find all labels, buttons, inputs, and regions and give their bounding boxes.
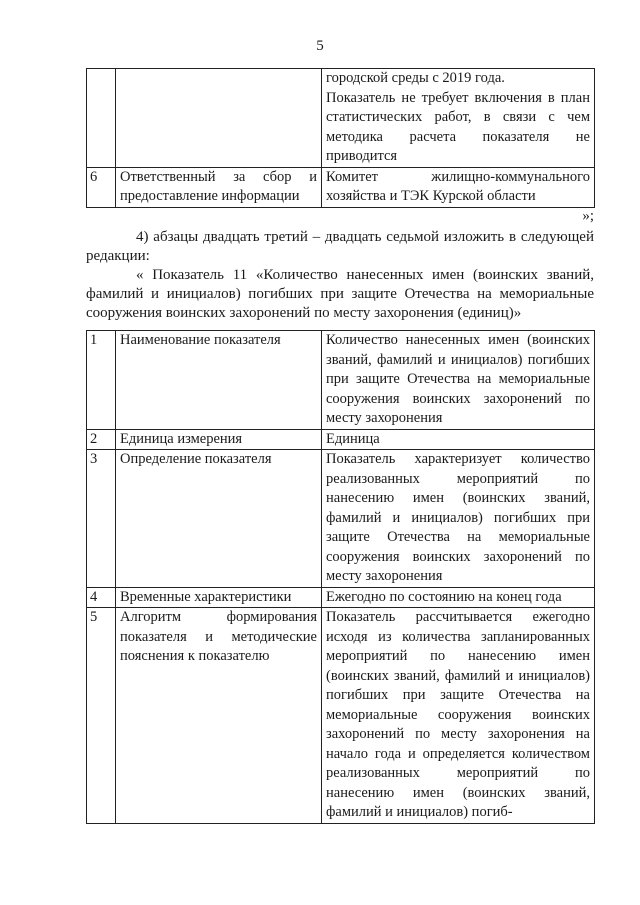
row-value: городской среды с 2019 года. Показатель не требует включения в план статистических работ, в связи с чем методика расчета показателя не приводится: [322, 69, 595, 168]
row-number: 6: [87, 167, 116, 207]
row-label: Единица измерения: [116, 429, 322, 450]
row-label: Наименование показателя: [116, 331, 322, 430]
row-value: Единица: [322, 429, 595, 450]
row-label: Определение показателя: [116, 450, 322, 588]
closing-quote: »;: [582, 208, 594, 224]
row-label: Временные характеристики: [116, 587, 322, 608]
table-row: [87, 167, 595, 207]
row-value: Показатель рассчитывается ежегодно исходя из количества запланированных мероприятий по нанесению имен (воинских званий, фамилий и инициалов) погибших при защите Отечества на мемориальные сооружения воинских захоронений по месту захоронения на начало года и определяется количеством реализованных мероприятий по нанесению имен (воинских званий, фамилий и инициалов) погиб-: [322, 608, 595, 824]
row-number: 2: [87, 429, 116, 450]
page-number: 5: [316, 38, 324, 54]
table-row: [87, 450, 595, 588]
indicator-table: [86, 330, 595, 824]
row-label: Алгоритм формирования показателя и методические пояснения к показателю: [116, 608, 322, 824]
row-value: Комитет жилищно-коммунального хозяйства и ТЭК Курской области: [322, 167, 595, 207]
row-value: Ежегодно по состоянию на конец года: [322, 587, 595, 608]
table-row: [87, 69, 595, 168]
row-number: 5: [87, 608, 116, 824]
amendment-instruction: 4) абзацы двадцать третий – двадцать седьмой изложить в следующей редакции:: [86, 229, 594, 264]
row-number: 4: [87, 587, 116, 608]
row-number: [87, 69, 116, 168]
table-continuation: [86, 68, 595, 208]
table-row: [87, 429, 595, 450]
row-label: Ответственный за сбор и предоставление информации: [116, 167, 322, 207]
row-number: 1: [87, 331, 116, 430]
row-value: Показатель характеризует количество реализованных мероприятий по нанесению имен (воинских званий, фамилий и инициалов) погибших при защите Отечества на мемориальные сооружения воинских захоронений по месту захоронения: [322, 450, 595, 588]
table-row: [87, 587, 595, 608]
row-value: Количество нанесенных имен (воинских званий, фамилий и инициалов) погибших при защите Отечества на мемориальные сооружения воинских захоронений по месту захоронения: [322, 331, 595, 430]
indicator-title: « Показатель 11 «Количество нанесенных имен (воинских званий, фамилий и инициалов) погибших при защите Отечества на мемориальные сооружения воинских захоронений по месту захоронения (единиц)»: [86, 267, 594, 321]
table-row: [87, 608, 595, 824]
row-label: [116, 69, 322, 168]
table-row: [87, 331, 595, 430]
row-number: 3: [87, 450, 116, 588]
